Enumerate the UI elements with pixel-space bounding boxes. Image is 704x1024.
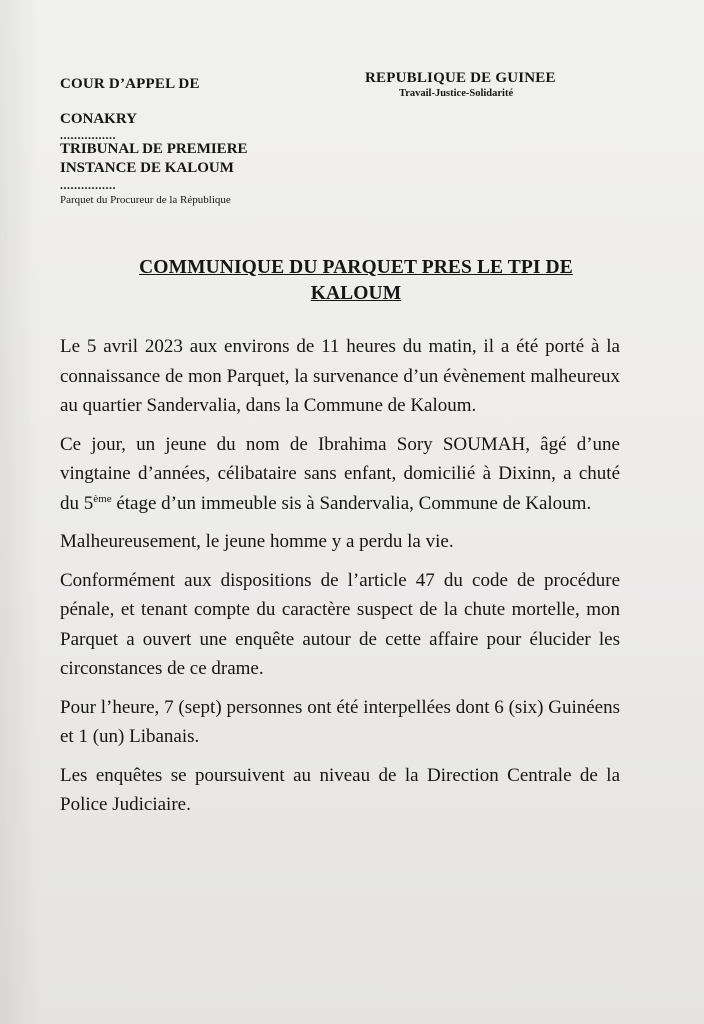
court-name-line1: COUR D’APPEL DE xyxy=(60,76,200,92)
court-header xyxy=(60,76,360,206)
tribunal-name-line2: INSTANCE DE KALOUM xyxy=(60,160,234,176)
paragraph-2-start: Ce jour, un jeune du nom de Ibrahima Sory SOUMAH, âgé d’une vingtaine d’années, célibataire sans enfant, domicilié à Dixinn, a chuté du 5 xyxy=(60,433,620,514)
republic-name: REPUBLIQUE DE GUINEE xyxy=(365,70,556,86)
paragraph-5: Pour l’heure, 7 (sept) personnes ont été interpellées dont 6 (six) Guinéens et 1 (un) Libanais. xyxy=(60,696,620,747)
paragraph-2 xyxy=(60,430,620,519)
paragraph-6: Les enquêtes se poursuivent au niveau de la Direction Centrale de la Police Judiciaire. xyxy=(60,764,620,815)
tribunal-name-line1: TRIBUNAL DE PREMIERE xyxy=(60,141,248,157)
separator-dots: ................ xyxy=(60,128,116,142)
national-motto: Travail-Justice-Solidarité xyxy=(399,88,514,99)
title-line2: KALOUM xyxy=(310,283,402,304)
ordinal-superscript: ème xyxy=(93,492,112,505)
paragraph-2-end: étage d’un immeuble sis à Sandervalia, Commune de Kaloum. xyxy=(111,492,592,514)
paragraph-3: Malheureusement, le jeune homme y a perdu la vie. xyxy=(60,531,454,552)
communique-body xyxy=(60,332,620,829)
communique-title xyxy=(60,255,652,307)
parquet-label: Parquet du Procureur de la République xyxy=(60,194,231,206)
separator-dots: ................ xyxy=(60,178,116,192)
page-shadow xyxy=(0,0,40,1024)
title-line1: COMMUNIQUE DU PARQUET PRES LE TPI DE xyxy=(139,257,573,278)
paragraph-4: Conformément aux dispositions de l’article 47 du code de procédure pénale, et tenant compte du caractère suspect de la chute mortelle, mon Parquet a ouvert une enquête autour de cette affaire pour élucider les circonstances de ce drame. xyxy=(60,569,620,679)
republic-header xyxy=(365,70,605,99)
paragraph-1: Le 5 avril 2023 aux environs de 11 heures du matin, il a été porté à la connaissance de mon Parquet, la survenance d’un évènement malheureux au quartier Sandervalia, dans la Commune de Kaloum. xyxy=(60,336,620,416)
court-name-line2: CONAKRY xyxy=(60,111,137,127)
